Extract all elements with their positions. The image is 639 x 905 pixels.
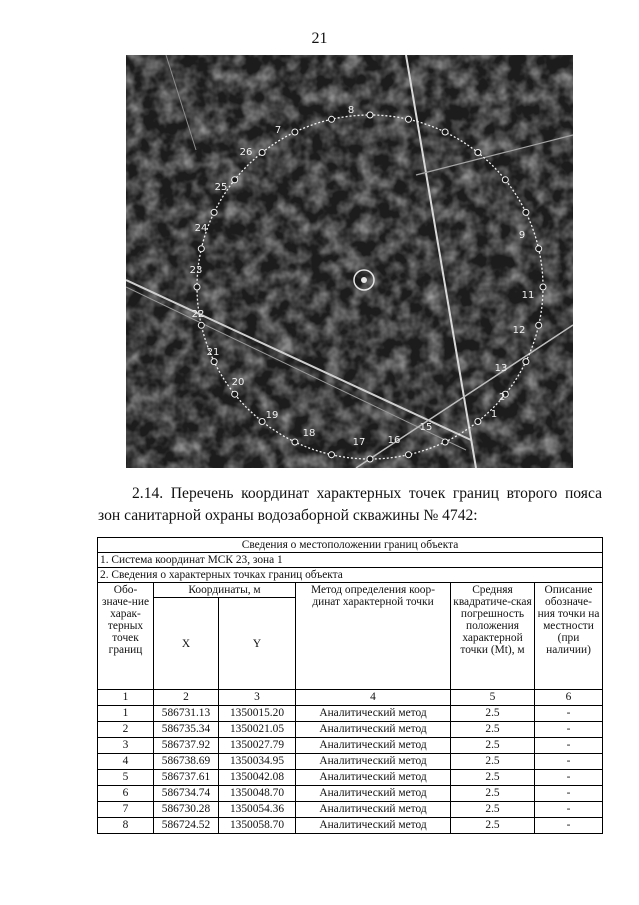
coord-y: 1350042.08 [219, 770, 296, 786]
point-description: - [535, 786, 603, 802]
boundary-vertex [198, 246, 204, 252]
mean-error: 2.5 [451, 738, 535, 754]
boundary-vertex [502, 177, 508, 183]
boundary-vertex [292, 439, 298, 445]
method: Аналитический метод [296, 770, 451, 786]
point-label: 18 [302, 428, 316, 439]
header-description: Описание обозначе-ния точки на местности (при наличии) [535, 583, 603, 690]
column-number: 4 [296, 690, 451, 706]
coord-x: 586735.34 [154, 722, 219, 738]
method: Аналитический метод [296, 722, 451, 738]
point-number: 2 [98, 722, 154, 738]
aerial-map [126, 55, 573, 468]
coord-y: 1350048.70 [219, 786, 296, 802]
point-label: 11 [521, 290, 535, 301]
point-label: 7 [274, 125, 282, 136]
mean-error: 2.5 [451, 770, 535, 786]
boundary-vertex [406, 116, 412, 122]
coord-y: 1350034.95 [219, 754, 296, 770]
boundary-vertex [232, 177, 238, 183]
boundary-vertex [523, 359, 529, 365]
boundary-vertex [329, 116, 335, 122]
boundary-vertex [194, 284, 200, 290]
method: Аналитический метод [296, 738, 451, 754]
boundary-vertex [211, 209, 217, 215]
table-row [98, 722, 603, 738]
coordinate-system: 1. Система координат МСК 23, зона 1 [98, 553, 603, 568]
method: Аналитический метод [296, 706, 451, 722]
boundary-vertex [367, 456, 373, 462]
boundary-vertex [475, 150, 481, 156]
point-label: 12 [512, 325, 526, 336]
header-method: Метод определения коор-динат характерной точки [296, 583, 451, 690]
mean-error: 2.5 [451, 722, 535, 738]
table-row [98, 770, 603, 786]
map-texture [126, 55, 573, 468]
column-number: 6 [535, 690, 603, 706]
point-label: 25 [214, 182, 228, 193]
point-number: 6 [98, 786, 154, 802]
section-caption: 2.14. Перечень координат характерных точек границ второго пояса зон санитарной охраны водозаборной скважины № 4742: [98, 485, 602, 524]
table-title: Сведения о местоположении границ объекта [98, 538, 603, 553]
table-row [98, 786, 603, 802]
column-number-row [98, 690, 603, 706]
table-row [98, 818, 603, 834]
boundary-vertex [536, 322, 542, 328]
point-description: - [535, 738, 603, 754]
coord-y: 1350058.70 [219, 818, 296, 834]
header-coordinates: Координаты, м [154, 583, 296, 598]
point-label: 21 [206, 347, 220, 358]
coord-x: 586730.28 [154, 802, 219, 818]
boundary-vertex [536, 246, 542, 252]
coordinates-table [97, 537, 603, 834]
point-label: 17 [352, 437, 366, 448]
point-description: - [535, 706, 603, 722]
point-label: 22 [191, 309, 205, 320]
mean-error: 2.5 [451, 786, 535, 802]
mean-error: 2.5 [451, 754, 535, 770]
coord-x: 586738.69 [154, 754, 219, 770]
point-description: - [535, 754, 603, 770]
point-label: 16 [387, 435, 401, 446]
table-row [98, 738, 603, 754]
header-y: Y [219, 598, 296, 690]
column-number: 5 [451, 690, 535, 706]
point-description: - [535, 722, 603, 738]
boundary-vertex [329, 452, 335, 458]
header-x: X [154, 598, 219, 690]
coord-x: 586731.13 [154, 706, 219, 722]
point-label: 2 [498, 392, 506, 403]
method: Аналитический метод [296, 802, 451, 818]
coord-x: 586737.92 [154, 738, 219, 754]
point-label: 1 [490, 409, 498, 420]
boundary-vertex [442, 439, 448, 445]
point-label: 23 [189, 265, 203, 276]
page-number: 21 [311, 30, 328, 47]
coord-y: 1350054.36 [219, 802, 296, 818]
boundary-vertex [232, 391, 238, 397]
boundary-vertex [367, 112, 373, 118]
mean-error: 2.5 [451, 818, 535, 834]
boundary-vertex [540, 284, 546, 290]
coord-x: 586724.52 [154, 818, 219, 834]
boundary-vertex [198, 322, 204, 328]
header-designation: Обо-значе-ние харак-терных точек границ [98, 583, 154, 690]
boundary-vertex [259, 150, 265, 156]
map-drawing [126, 55, 573, 468]
point-number: 7 [98, 802, 154, 818]
point-description: - [535, 818, 603, 834]
mean-error: 2.5 [451, 706, 535, 722]
well-marker-center [361, 277, 367, 283]
coord-y: 1350027.79 [219, 738, 296, 754]
method: Аналитический метод [296, 786, 451, 802]
coord-y: 1350021.05 [219, 722, 296, 738]
boundary-vertex [292, 129, 298, 135]
method: Аналитический метод [296, 818, 451, 834]
boundary-vertex [259, 419, 265, 425]
point-label: 9 [518, 230, 526, 241]
column-number: 3 [219, 690, 296, 706]
mean-error: 2.5 [451, 802, 535, 818]
point-number: 4 [98, 754, 154, 770]
point-label: 20 [231, 377, 245, 388]
boundary-vertex [442, 129, 448, 135]
point-number: 3 [98, 738, 154, 754]
column-number: 1 [98, 690, 154, 706]
coord-x: 586734.74 [154, 786, 219, 802]
boundary-vertex [475, 419, 481, 425]
point-description: - [535, 802, 603, 818]
coord-y: 1350015.20 [219, 706, 296, 722]
header-error: Средняя квадратиче-ская погрешность положения характерной точки (Mt), м [451, 583, 535, 690]
point-label: 24 [194, 223, 208, 234]
point-label: 26 [239, 147, 253, 158]
boundary-vertex [406, 452, 412, 458]
point-label: 15 [419, 422, 433, 433]
table-row [98, 754, 603, 770]
point-description: - [535, 770, 603, 786]
boundary-vertex [211, 359, 217, 365]
column-number: 2 [154, 690, 219, 706]
table-row [98, 706, 603, 722]
point-number: 1 [98, 706, 154, 722]
point-label: 13 [494, 363, 508, 374]
section-points-header: 2. Сведения о характерных точках границ объекта [98, 568, 603, 583]
boundary-vertex [523, 209, 529, 215]
method: Аналитический метод [296, 754, 451, 770]
point-label: 19 [265, 410, 279, 421]
point-label: 8 [347, 105, 355, 116]
point-number: 5 [98, 770, 154, 786]
table-row [98, 802, 603, 818]
coord-x: 586737.61 [154, 770, 219, 786]
point-number: 8 [98, 818, 154, 834]
